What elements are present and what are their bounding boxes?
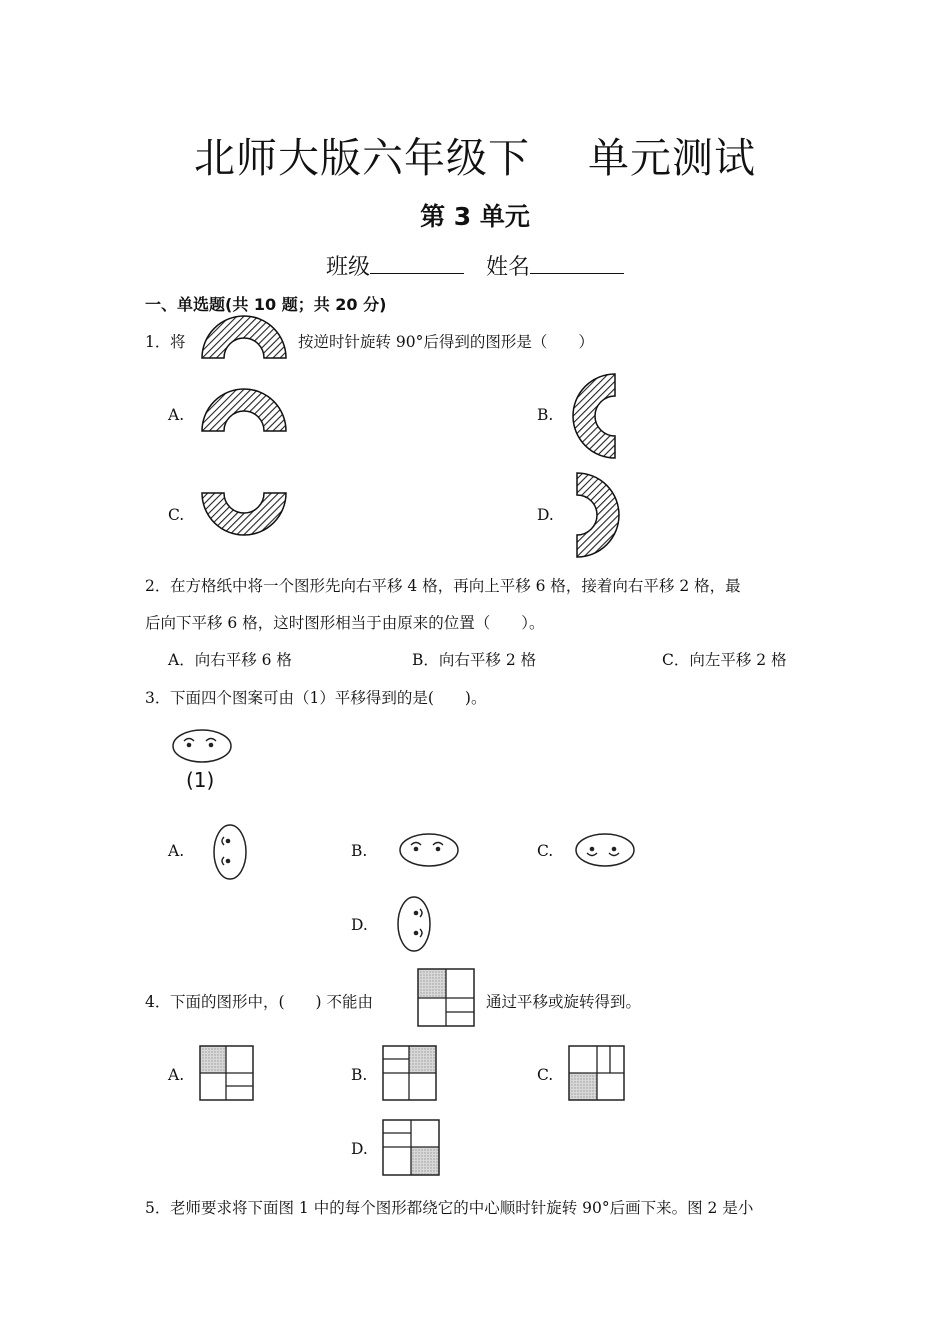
q1-number: 1． — [145, 333, 171, 351]
class-label: 班级 — [325, 255, 370, 280]
page-title — [0, 125, 950, 184]
q1-option-b[interactable]: B. — [537, 406, 554, 424]
title-left: 北师大版六年级下 — [194, 134, 530, 182]
q1-option-c-figure[interactable] — [201, 492, 287, 536]
q4-option-b[interactable]: B. — [351, 1066, 368, 1084]
q3-option-c[interactable]: C. — [537, 842, 554, 860]
q3-option-b[interactable]: B. — [351, 842, 368, 860]
q3-number: 3． — [145, 689, 171, 707]
q1-option-d-figure[interactable] — [576, 472, 620, 558]
q1-option-b-figure[interactable] — [573, 373, 617, 459]
q5-text: 老师要求将下面图 1 中的每个图形都绕它的中心顺时针旋转 90°后画下来。图 2 是小 — [170, 1199, 754, 1217]
q1-arc-figure — [201, 316, 287, 360]
q3-option-b-face[interactable] — [399, 833, 461, 869]
q2-option-c[interactable]: C．向左平移 2 格 — [662, 651, 787, 669]
q3-option-c-face[interactable] — [575, 833, 637, 869]
q3-option-a[interactable]: A. — [168, 842, 185, 860]
q1-option-a[interactable]: A. — [168, 406, 185, 424]
q2-option-b[interactable]: B．向右平移 2 格 — [412, 651, 537, 669]
q3-face-1 — [172, 729, 234, 765]
q3-option-a-face[interactable] — [213, 824, 249, 882]
name-label: 姓名 — [486, 255, 531, 280]
q1-option-c[interactable]: C. — [168, 506, 185, 524]
q4-option-d-figure[interactable] — [382, 1119, 442, 1177]
q2-line1: 在方格纸中将一个图形先向右平移 4 格，再向上平移 6 格，接着向右平移 2 格，最 — [170, 577, 741, 595]
q4-option-c-figure[interactable] — [568, 1045, 626, 1101]
q4-post: 通过平移或旋转得到。 — [486, 993, 642, 1011]
q2-line2: 后向下平移 6 格，这时图形相当于由原来的位置（ ）。 — [145, 614, 545, 632]
q4-option-c[interactable]: C. — [537, 1066, 554, 1084]
q4-pre: 下面的图形中，( ) 不能由 — [170, 993, 374, 1011]
q4-number: 4． — [145, 993, 171, 1011]
q4-option-a-figure[interactable] — [199, 1045, 255, 1101]
name-blank[interactable] — [530, 253, 624, 274]
q1-pre: 将 — [170, 333, 186, 351]
q3-figure-label: (1) — [186, 768, 215, 792]
title-right: 单元测试 — [588, 134, 756, 182]
q5-number: 5． — [145, 1199, 171, 1217]
q2-number: 2． — [145, 577, 171, 595]
q4-grid-figure — [417, 968, 475, 1028]
q3-option-d[interactable]: D. — [351, 916, 368, 934]
q1-option-a-figure[interactable] — [201, 389, 287, 433]
section-title: 一、单选题(共 10 题；共 20 分) — [145, 295, 387, 314]
q4-option-a[interactable]: A. — [168, 1066, 185, 1084]
q1-option-d[interactable]: D. — [537, 506, 554, 524]
q2-option-a[interactable]: A．向右平移 6 格 — [168, 651, 292, 669]
q1-post: 按逆时针旋转 90°后得到的图形是（ ） — [298, 333, 594, 351]
unit-heading: 第 3 单元 — [420, 202, 530, 231]
q3-option-d-face[interactable] — [397, 896, 433, 954]
q3-text: 下面四个图案可由（1）平移得到的是( )。 — [170, 689, 487, 707]
q4-option-d[interactable]: D. — [351, 1140, 368, 1158]
student-info — [0, 250, 950, 281]
q4-option-b-figure[interactable] — [382, 1045, 438, 1101]
class-blank[interactable] — [370, 253, 464, 274]
